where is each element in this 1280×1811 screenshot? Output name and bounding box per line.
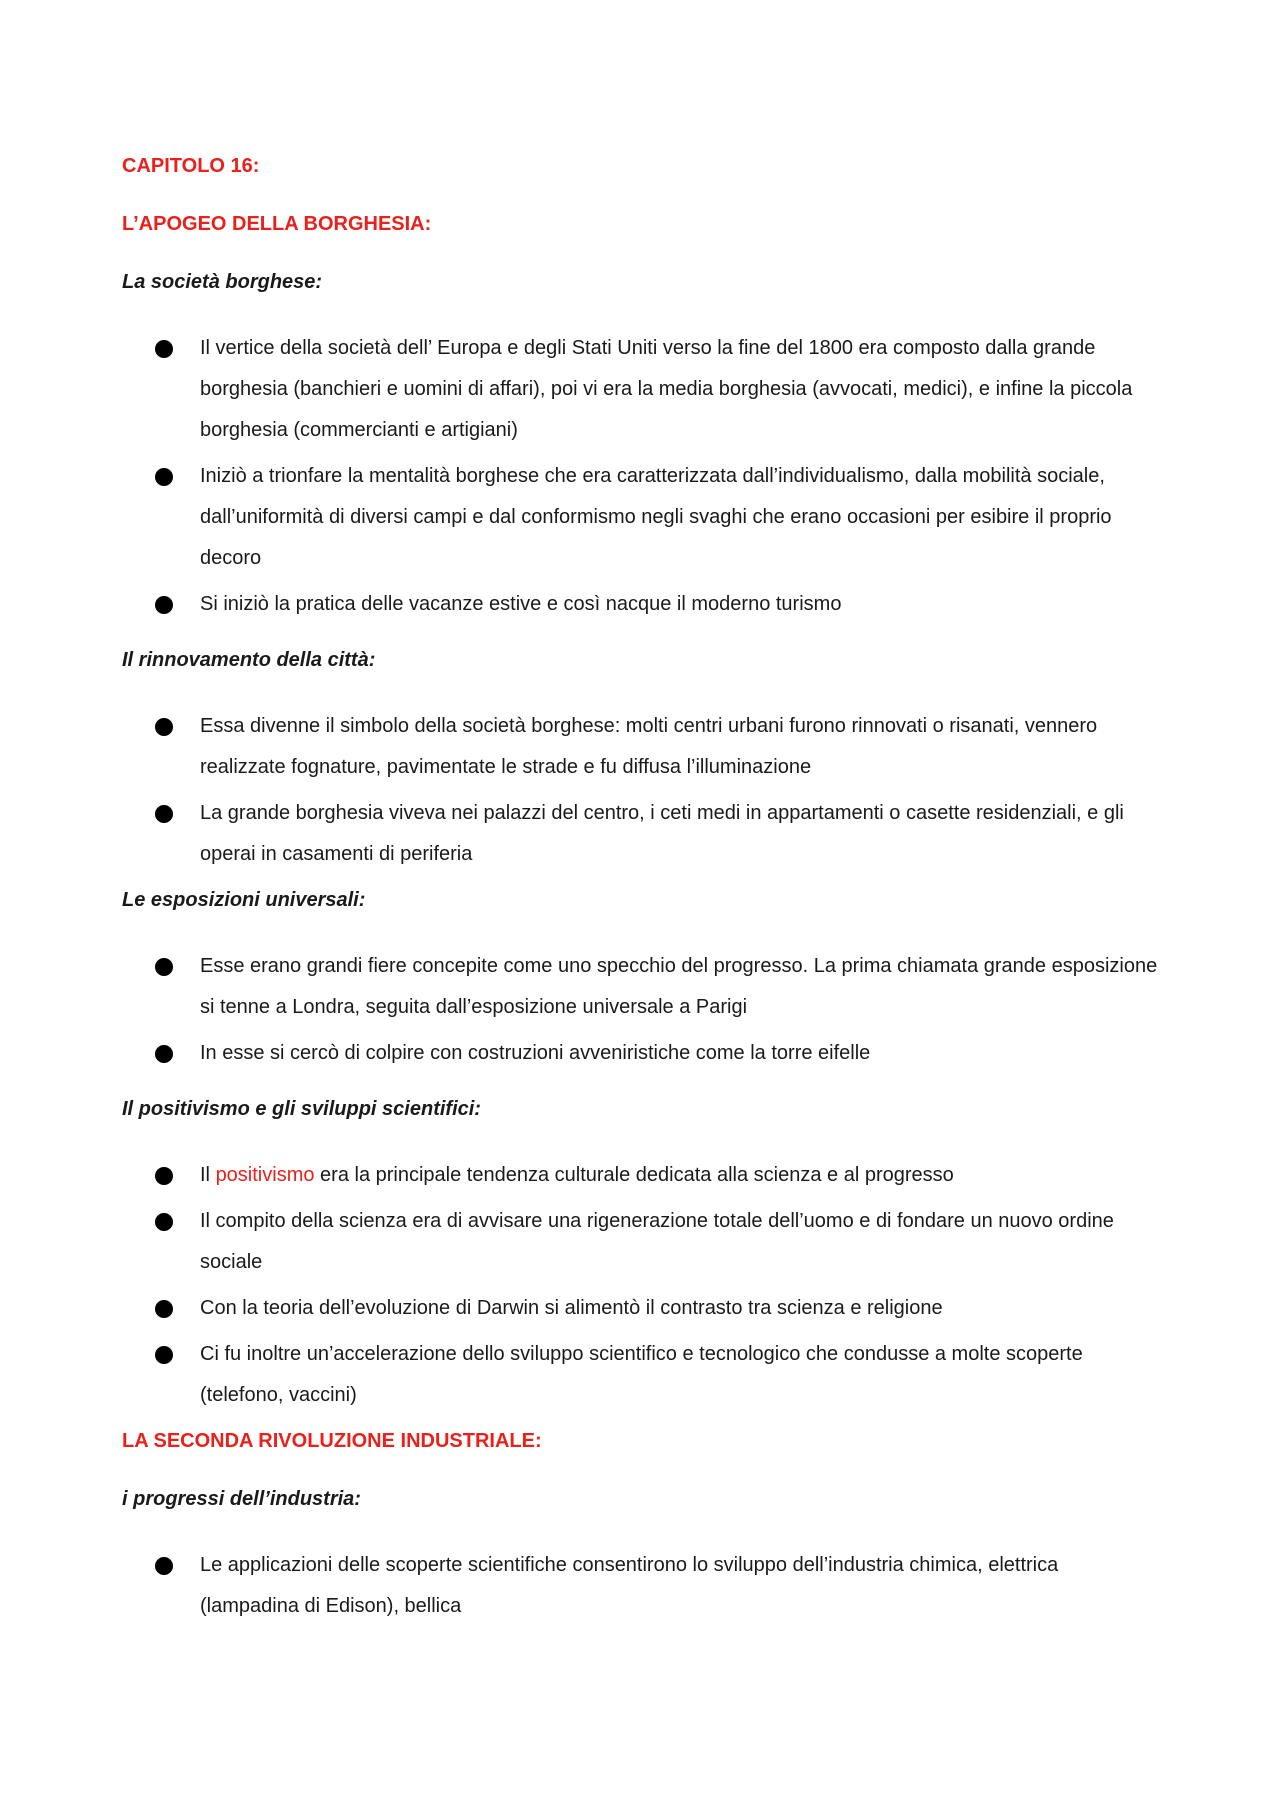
section-heading: i progressi dell’industria:	[122, 1488, 361, 1510]
list-item	[200, 1288, 1160, 1329]
list-item-text: Essa divenne il simbolo della società borghese: molti centri urbani furono rinnovati o risanati, vennero realizzate fognature, pavimentate le strade e fu diffusa l’illuminazione	[200, 715, 1098, 778]
list-item	[200, 328, 1160, 451]
bullet-icon	[155, 805, 173, 823]
list-item-text: Il compito della scienza era di avvisare una rigenerazione totale dell’uomo e di fondare un nuovo ordine sociale	[200, 1210, 1114, 1273]
list-item-text: In esse si cercò di colpire con costruzioni avveniristiche come la torre eifelle	[200, 1042, 871, 1064]
list-item-text: Esse erano grandi fiere concepite come uno specchio del progresso. La prima chiamata grande esposizione si tenne a Londra, seguita dall’esposizione universale a Parigi	[200, 955, 1158, 1018]
bullet-icon	[155, 596, 173, 614]
bullet-icon	[155, 958, 173, 976]
list-item-text: Il vertice della società dell’ Europa e degli Stati Uniti verso la fine del 1800 era composto dalla grande borghesia (banchieri e uomini di affari), poi vi era la media borghesia (avvocati, medici), e infine la piccola borghesia (commercianti e artigiani)	[200, 337, 1133, 441]
list-item	[200, 1155, 1160, 1196]
list-item	[200, 456, 1160, 579]
bullet-list	[122, 1545, 1160, 1627]
bullet-icon	[155, 718, 173, 736]
list-item	[200, 1201, 1160, 1283]
list-item	[200, 1334, 1160, 1416]
list-item-text: La grande borghesia viveva nei palazzi del centro, i ceti medi in appartamenti o casette residenziali, e gli operai in casamenti di periferia	[200, 802, 1124, 865]
bullet-icon	[155, 340, 173, 358]
list-item	[200, 1545, 1160, 1627]
list-item	[200, 706, 1160, 788]
positivismo-suffix: era la principale tendenza culturale dedicata alla scienza e al progresso	[314, 1164, 954, 1186]
list-item-text: Ci fu inoltre un’accelerazione dello sviluppo scientifico e tecnologico che condusse a molte scoperte (telefono, vaccini)	[200, 1343, 1083, 1406]
bullet-list	[122, 946, 1160, 1074]
positivismo-highlight: positivismo	[215, 1164, 315, 1186]
bullet-icon	[155, 1045, 173, 1063]
section-heading: La società borghese:	[122, 271, 323, 293]
bullet-icon	[155, 1346, 173, 1364]
list-item-text: Con la teoria dell’evoluzione di Darwin si alimentò il contrasto tra scienza e religione	[200, 1297, 943, 1319]
chapter-title: CAPITOLO 16:	[122, 155, 260, 177]
bullet-icon	[155, 468, 173, 486]
bullet-icon	[155, 1167, 173, 1185]
part1-title: L’APOGEO DELLA BORGHESIA:	[122, 213, 432, 235]
list-item-text: Iniziò a trionfare la mentalità borghese che era caratterizzata dall’individualismo, dalla mobilità sociale, dall’uniformità di diversi campi e dal conformismo negli svaghi che erano occasioni per esibire il proprio decoro	[200, 465, 1112, 569]
list-item	[200, 793, 1160, 875]
section-heading: Le esposizioni universali:	[122, 889, 366, 911]
bullet-list	[122, 706, 1160, 875]
list-item-text: Le applicazioni delle scoperte scientifiche consentirono lo sviluppo dell’industria chimica, elettrica (lampadina di Edison), bellica	[200, 1554, 1059, 1617]
list-item-text: Si iniziò la pratica delle vacanze estive e così nacque il moderno turismo	[200, 593, 842, 615]
list-item-text	[200, 1155, 1160, 1196]
bullet-icon	[155, 1213, 173, 1231]
section-heading: Il rinnovamento della città:	[122, 649, 376, 671]
list-item	[200, 1033, 1160, 1074]
bullet-list	[122, 1155, 1160, 1416]
list-item	[200, 584, 1160, 625]
list-item	[200, 946, 1160, 1028]
bullet-list	[122, 328, 1160, 625]
part2-title: LA SECONDA RIVOLUZIONE INDUSTRIALE:	[122, 1430, 542, 1452]
bullet-icon	[155, 1300, 173, 1318]
bullet-icon	[155, 1557, 173, 1575]
section-heading: Il positivismo e gli sviluppi scientifici:	[122, 1098, 481, 1120]
positivismo-prefix: Il	[200, 1164, 216, 1186]
